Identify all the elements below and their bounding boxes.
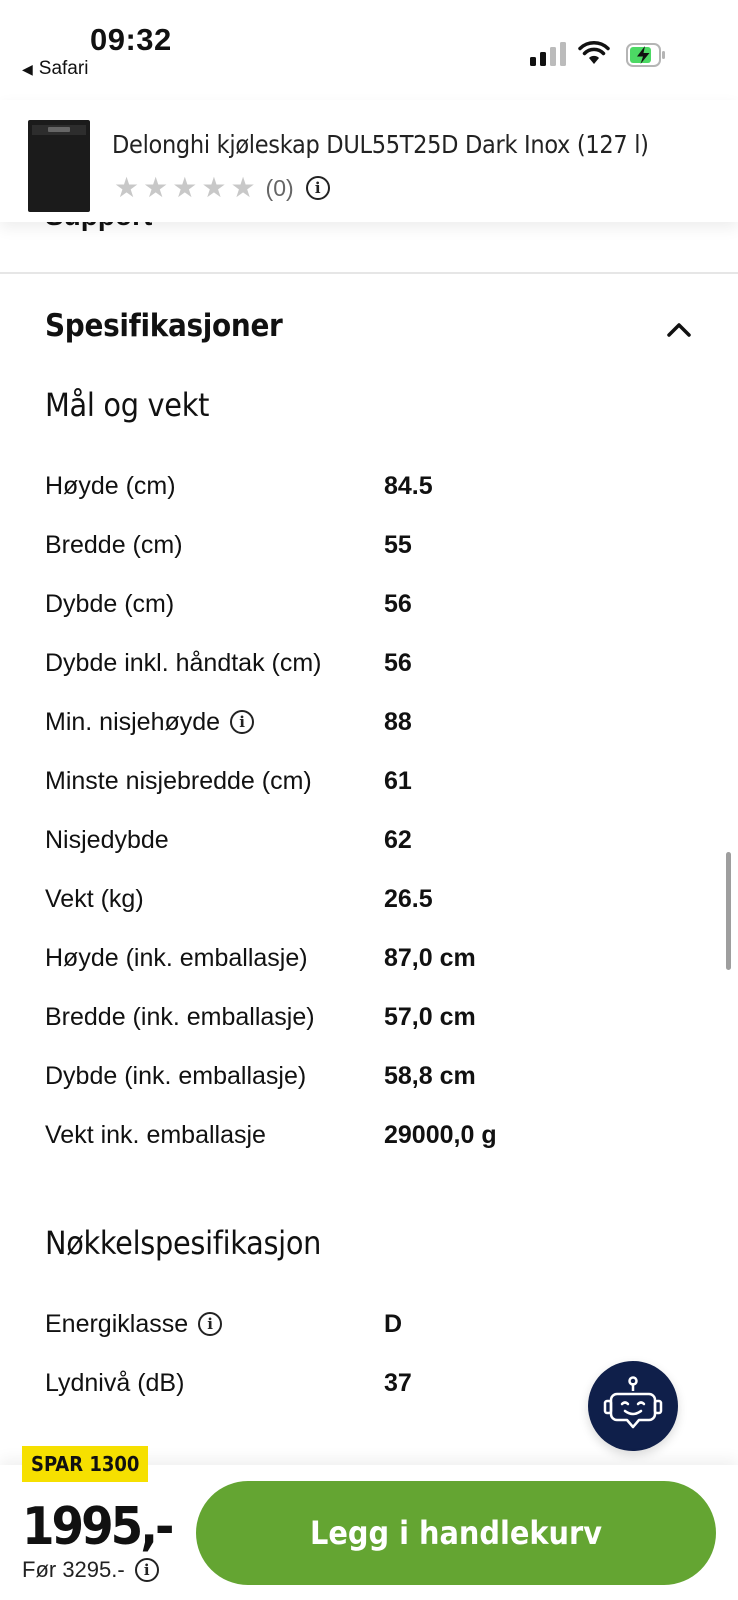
spec-value: 55 — [384, 530, 412, 559]
before-price — [22, 1557, 159, 1583]
spec-value: 84.5 — [384, 471, 433, 500]
rating-info-icon[interactable]: i — [306, 176, 330, 200]
spec-label — [45, 472, 384, 501]
spec-label-text: Energiklasse — [45, 1309, 189, 1338]
spec-label-text: Bredde (cm) — [45, 530, 183, 559]
star-icon: ★ — [201, 172, 227, 203]
product-rating[interactable] — [114, 174, 330, 202]
scrollbar[interactable] — [726, 852, 731, 970]
spec-row — [45, 584, 685, 624]
spec-label-text: Høyde (ink. emballasje) — [45, 943, 308, 972]
spec-row — [45, 643, 685, 683]
spec-label — [45, 826, 384, 855]
spec-label-text: Minste nisjebredde (cm) — [45, 766, 312, 795]
spec-row — [45, 1304, 685, 1344]
spec-row — [45, 466, 685, 506]
spec-value: 62 — [384, 825, 412, 854]
spec-value: D — [384, 1309, 403, 1338]
specifications-heading[interactable]: Spesifikasjoner — [45, 308, 283, 344]
product-title: Delonghi kjøleskap DUL55T25D Dark Inox (127 l) — [112, 130, 649, 159]
spec-value: 37 — [384, 1368, 412, 1397]
before-price-label: Før 3295.- — [22, 1557, 125, 1582]
price-info-icon[interactable]: i — [135, 1558, 159, 1582]
spec-label-text: Nisjedybde — [45, 825, 169, 854]
spec-row — [45, 997, 685, 1037]
rating-count: (0) — [265, 174, 294, 201]
spec-label-text: Dybde (cm) — [45, 589, 175, 618]
star-icon: ★ — [172, 172, 198, 203]
spec-label-text: Dybde (ink. emballasje) — [45, 1061, 307, 1090]
spec-label — [45, 1003, 384, 1032]
chat-bot-button[interactable] — [588, 1361, 678, 1451]
spec-label — [45, 590, 384, 619]
star-icon: ★ — [230, 172, 256, 203]
spec-label — [45, 531, 384, 560]
spec-group-title: Mål og vekt — [45, 386, 210, 424]
section-divider — [0, 272, 738, 274]
spec-value: 26.5 — [384, 884, 433, 913]
spec-label — [45, 944, 384, 973]
spec-label — [45, 708, 384, 737]
chevron-up-icon[interactable] — [664, 316, 694, 346]
spec-row — [45, 879, 685, 919]
spec-label — [45, 1310, 384, 1339]
spec-value: 58,8 cm — [384, 1061, 476, 1090]
discount-badge: SPAR 1300 — [22, 1446, 148, 1482]
spec-label-text: Bredde (ink. emballasje) — [45, 1002, 315, 1031]
spec-info-icon[interactable]: i — [198, 1312, 222, 1336]
battery-charging-icon — [626, 43, 666, 67]
spec-label-text: Høyde (cm) — [45, 471, 176, 500]
spec-value: 87,0 cm — [384, 943, 476, 972]
spec-row — [45, 1056, 685, 1096]
product-sticky-header — [0, 100, 738, 222]
spec-label — [45, 1062, 384, 1091]
product-thumbnail[interactable] — [28, 120, 90, 212]
spec-group-title: Nøkkelspesifikasjon — [45, 1224, 322, 1262]
back-to-app-link[interactable] — [22, 58, 88, 80]
spec-row — [45, 820, 685, 860]
status-time: 09:32 — [90, 22, 172, 57]
spec-label-text: Vekt (kg) — [45, 884, 144, 913]
star-icon: ★ — [114, 172, 140, 203]
cellular-signal-icon — [530, 42, 566, 66]
spec-value: 29000,0 g — [384, 1120, 497, 1149]
robot-icon — [601, 1374, 665, 1438]
spec-value: 57,0 cm — [384, 1002, 476, 1031]
spec-label-text: Dybde inkl. håndtak (cm) — [45, 648, 322, 677]
spec-row — [45, 1115, 685, 1155]
back-app-label: Safari — [38, 58, 89, 79]
status-bar — [0, 0, 738, 100]
spec-value: 88 — [384, 707, 412, 736]
spec-label-text: Lydnivå (dB) — [45, 1368, 185, 1397]
star-icon: ★ — [143, 172, 169, 203]
spec-label — [45, 649, 384, 678]
spec-info-icon[interactable]: i — [230, 710, 254, 734]
spec-row — [45, 761, 685, 801]
spec-label-text: Vekt ink. emballasje — [45, 1120, 266, 1149]
wifi-icon — [578, 40, 610, 66]
back-triangle-icon: ◀ — [22, 60, 33, 77]
spec-value: 61 — [384, 766, 412, 795]
spec-row — [45, 525, 685, 565]
spec-row — [45, 702, 685, 742]
spec-value: 56 — [384, 648, 412, 677]
spec-row — [45, 938, 685, 978]
spec-label — [45, 1369, 384, 1398]
spec-label — [45, 1121, 384, 1150]
spec-label-text: Min. nisjehøyde — [45, 707, 221, 736]
spec-value: 56 — [384, 589, 412, 618]
spec-label — [45, 767, 384, 796]
add-to-cart-button[interactable]: Legg i handlekurv — [196, 1481, 716, 1585]
spec-label — [45, 885, 384, 914]
current-price: 1995,- — [22, 1497, 172, 1557]
